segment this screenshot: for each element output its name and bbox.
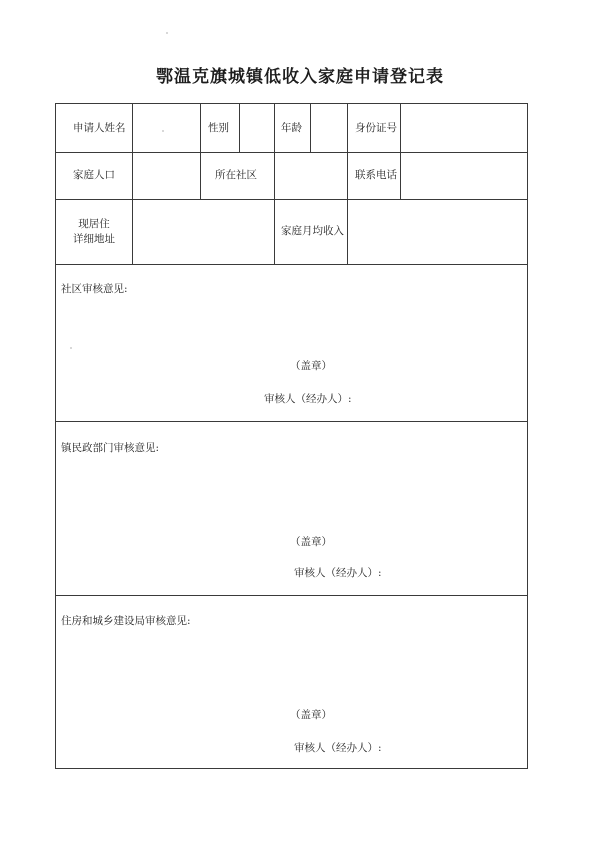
row-divider: [55, 264, 528, 265]
age-field[interactable]: [311, 104, 346, 151]
id-number-field[interactable]: [401, 104, 526, 151]
address-label-line2: 详细地址: [73, 233, 115, 245]
community-opinion-label: 社区审核意见:: [61, 283, 128, 295]
household-size-field[interactable]: [133, 153, 199, 198]
phone-label: 联系电话: [355, 169, 397, 181]
form-title: 鄂温克旗城镇低收入家庭申请登记表: [156, 67, 444, 87]
scan-speck: [166, 32, 168, 34]
civil-affairs-opinion-label: 镇民政部门审核意见:: [61, 442, 160, 454]
table-right-border: [527, 103, 528, 769]
monthly-income-field[interactable]: [348, 200, 526, 263]
col-divider: [200, 152, 201, 200]
monthly-income-label: 家庭月均收入: [281, 225, 344, 237]
civil-affairs-reviewer-label: 审核人（经办人）:: [294, 567, 382, 579]
gender-field[interactable]: [240, 104, 273, 151]
col-divider: [274, 103, 275, 153]
civil-affairs-seal-label: （盖章）: [290, 536, 332, 548]
table-left-border: [55, 103, 56, 769]
housing-bureau-opinion-label: 住房和城乡建设局审核意见:: [61, 615, 191, 627]
address-label-line1: 现居住: [78, 218, 110, 230]
gender-label: 性别: [208, 122, 229, 134]
id-number-label: 身份证号: [355, 122, 397, 134]
community-field[interactable]: [275, 153, 346, 198]
scan-speck: [162, 130, 164, 132]
housing-bureau-reviewer-label: 审核人（经办人）:: [294, 742, 382, 754]
scan-speck: [70, 347, 72, 349]
address-field[interactable]: [133, 200, 273, 263]
section-divider: [55, 421, 528, 422]
household-size-label: 家庭人口: [73, 169, 115, 181]
community-label: 所在社区: [215, 169, 257, 181]
applicant-name-field[interactable]: [133, 104, 199, 151]
table-bottom-border: [55, 768, 528, 769]
community-seal-label: （盖章）: [290, 360, 332, 372]
phone-field[interactable]: [401, 153, 526, 198]
applicant-name-label: 申请人姓名: [73, 122, 126, 134]
community-reviewer-label: 审核人（经办人）:: [264, 393, 352, 405]
age-label: 年龄: [281, 122, 302, 134]
housing-bureau-seal-label: （盖章）: [290, 709, 332, 721]
col-divider: [200, 103, 201, 153]
section-divider: [55, 595, 528, 596]
